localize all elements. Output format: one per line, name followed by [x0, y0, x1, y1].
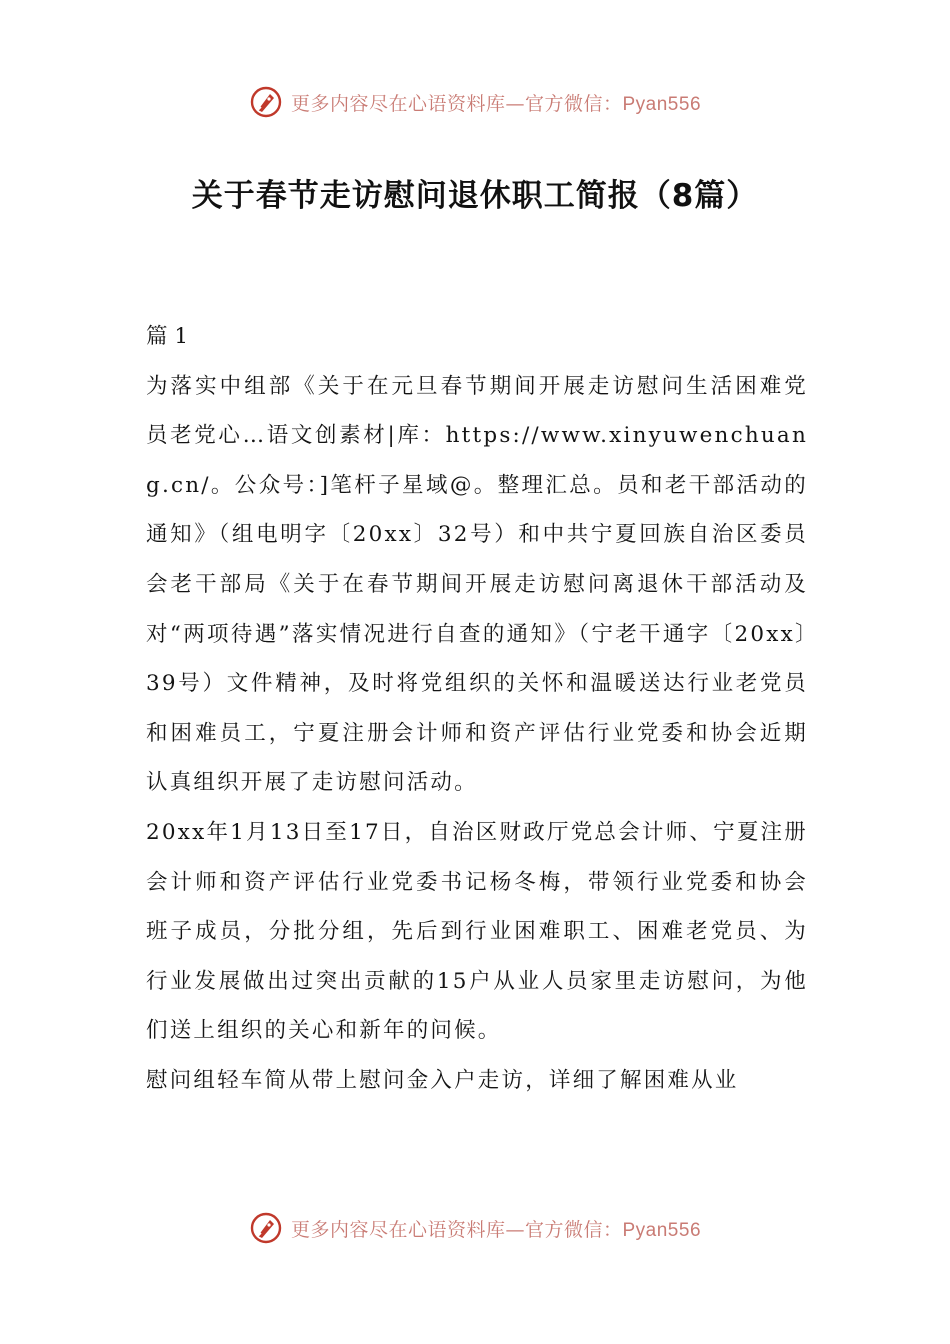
footer-banner [0, 1208, 950, 1248]
banner-text: 更多内容尽在心语资料库—官方微信：Pyan556 [290, 1218, 702, 1241]
paragraph-1: 为落实中组部《关于在元旦春节期间开展走访慰问生活困难党员老党心…语文创素材|库：https://www.xinyuwenchuang.cn/。公众号：]笔杆子星域@。整理汇总。员和老干部活动的通知》（组电明字〔20xx〕32号）和中共宁夏回族自治区委员会老干部局《关于在春节期间开展走访慰问离退休干部活动及对“两项待遇”落实情况进行自查的通知》（宁老干通字〔20xx〕39号）文件精神，及时将党组织的关怀和温暖送达行业老党员和困难员工，宁夏注册会计师和资产评估行业党委和协会近期认真组织开展了走访慰问活动。 [146, 373, 808, 796]
header-banner [0, 82, 950, 122]
wechat-id: Pyan556 [622, 93, 702, 115]
paragraph-3: 慰问组轻车简从带上慰问金入户走访，详细了解困难从业 [146, 1067, 739, 1093]
paragraph-2: 20xx年1月13日至17日，自治区财政厅党总会计师、宁夏注册会计师和资产评估行业党委书记杨冬梅，带领行业党委和协会班子成员，分批分组，先后到行业困难职工、困难老党员、为行业发展做出过突出贡献的15户从业人员家里走访慰问，为他们送上组织的关心和新年的问候。 [146, 819, 808, 1044]
document-body [146, 312, 808, 1106]
wechat-id: Pyan556 [622, 1219, 702, 1241]
document-title: 关于春节走访慰问退休职工简报（8篇） [191, 178, 759, 214]
pen-nib-logo-icon [249, 85, 283, 119]
section-label: 篇 1 [146, 324, 189, 349]
banner-text: 更多内容尽在心语资料库—官方微信：Pyan556 [290, 92, 702, 115]
pen-nib-logo-icon [249, 1211, 283, 1245]
